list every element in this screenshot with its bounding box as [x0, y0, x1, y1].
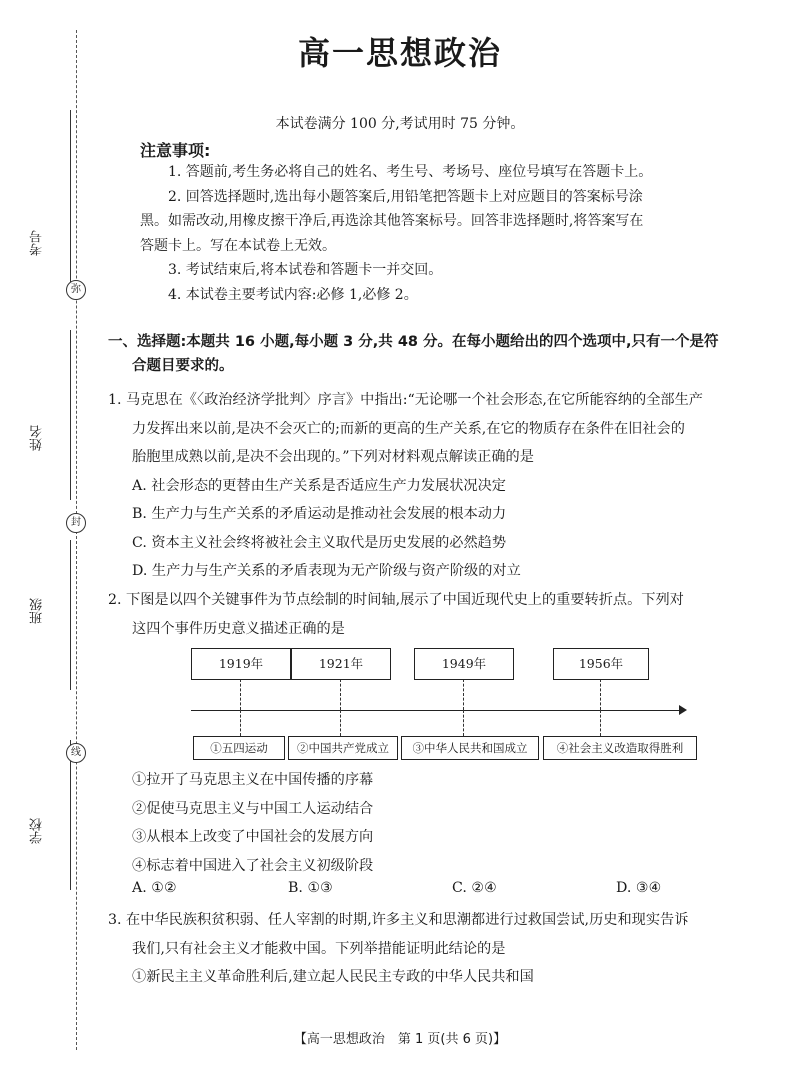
- timeline-diagram: [185, 648, 695, 766]
- timeline-arrow-icon: [679, 705, 687, 715]
- binding-dashed-line: [76, 30, 77, 1050]
- class-field[interactable]: [28, 540, 44, 690]
- question-2-statement: ①拉开了马克思主义在中国传播的序幕: [132, 772, 374, 788]
- section-heading-line2: 合题目要求的。: [132, 358, 234, 374]
- timeline-year-1949: 1949年: [414, 648, 514, 680]
- notice-item: 2. 回答选择题时,选出每小题答案后,用铅笔把答题卡上对应题目的答案标号涂: [168, 188, 643, 205]
- class-label: 班级: [30, 598, 45, 624]
- timeline-year-1921: 1921年: [291, 648, 391, 680]
- question-2-choice-a[interactable]: A. ①②: [132, 880, 177, 896]
- timeline-event-4: ④社会主义改造取得胜利: [543, 736, 697, 760]
- question-1-option-a[interactable]: A. 社会形态的更替由生产关系是否适应生产力发展状况决定: [132, 477, 506, 494]
- notice-heading: 注意事项:: [140, 141, 211, 160]
- timeline-axis: [191, 710, 683, 711]
- question-3-statement: ①新民主主义革命胜利后,建立起人民民主专政的中华人民共和国: [132, 969, 534, 985]
- timeline-dash: [463, 710, 464, 736]
- timeline-year-1956: 1956年: [553, 648, 649, 680]
- school-line: [70, 740, 71, 890]
- notice-item: 4. 本试卷主要考试内容:必修 1,必修 2。: [168, 286, 418, 303]
- seal-mi: 弥: [66, 280, 86, 300]
- question-1-stem: 力发挥出来以前,是决不会灭亡的;而新的更高的生产关系,在它的物质存在条件在旧社会的: [132, 420, 685, 437]
- timeline-dash: [340, 710, 341, 736]
- timeline-event-2: ②中国共产党成立: [288, 736, 398, 760]
- exam-meta: 本试卷满分 100 分,考试用时 75 分钟。: [275, 116, 525, 132]
- question-3-stem: 3. 在中华民族积贫积弱、任人宰割的时期,许多主义和思潮都进行过救国尝试,历史和现实告诉: [108, 912, 689, 928]
- exam-number-line: [70, 110, 71, 290]
- question-2-statement: ②促使马克思主义与中国工人运动结合: [132, 800, 374, 817]
- notice-item: 3. 考试结束后,将本试卷和答题卡一并交回。: [168, 262, 443, 278]
- question-2-choice-d[interactable]: D. ③④: [616, 880, 662, 896]
- timeline-dash: [240, 710, 241, 736]
- question-2-choice-b[interactable]: B. ①③: [288, 880, 333, 896]
- timeline-dash: [340, 679, 341, 710]
- seal-feng: 封: [66, 513, 86, 533]
- class-line: [70, 540, 71, 690]
- question-1-stem: 胎胞里成熟以前,是决不会出现的。”下列对材料观点解读正确的是: [132, 449, 534, 465]
- timeline-dash: [463, 679, 464, 710]
- notice-item: 答题卡上。写在本试卷上无效。: [140, 237, 336, 254]
- notice-item: 黑。如需改动,用橡皮擦干净后,再选涂其他答案标号。回答非选择题时,将答案写在: [140, 213, 644, 229]
- question-2: [108, 586, 780, 643]
- question-2-statements: [108, 766, 780, 880]
- exam-number-field[interactable]: [28, 110, 44, 290]
- timeline-dash: [600, 710, 601, 736]
- question-3: [108, 906, 780, 992]
- section-heading: [108, 330, 778, 378]
- notice-item: 1. 答题前,考生务必将自己的姓名、考生号、考场号、座位号填写在答题卡上。: [168, 164, 653, 180]
- timeline-event-1: ①五四运动: [193, 736, 285, 760]
- question-2-choice-c[interactable]: C. ②④: [452, 880, 497, 896]
- timeline-dash: [600, 679, 601, 710]
- question-2-statement: ④标志着中国进入了社会主义初级阶段: [132, 857, 374, 874]
- name-label: 姓名: [30, 425, 45, 451]
- timeline-dash: [240, 679, 241, 710]
- name-line: [70, 330, 71, 500]
- binding-margin: [0, 0, 90, 1066]
- question-3-stem: 我们,只有社会主义才能救中国。下列举措能证明此结论的是: [132, 940, 506, 957]
- timeline-year-1919: 1919年: [191, 648, 291, 680]
- question-1-option-c[interactable]: C. 资本主义社会终将被社会主义取代是历史发展的必然趋势: [132, 534, 507, 551]
- school-label: 学校: [30, 818, 45, 844]
- question-1-option-b[interactable]: B. 生产力与生产关系的矛盾运动是推动社会发展的根本动力: [132, 506, 507, 522]
- exam-number-label: 考号: [30, 230, 45, 256]
- question-2-choices: [132, 880, 772, 904]
- question-2-statement: ③从根本上改变了中国社会的发展方向: [132, 829, 374, 845]
- school-field[interactable]: [28, 740, 44, 890]
- name-field[interactable]: [28, 330, 44, 500]
- question-1-stem: 1. 马克思在《〈政治经济学批判〉序言》中指出:“无论哪一个社会形态,在它所能容纳的全部生产: [108, 392, 703, 408]
- question-1-option-d[interactable]: D. 生产力与生产关系的矛盾表现为无产阶级与资产阶级的对立: [132, 563, 521, 579]
- section-heading-line1: 一、选择题:本题共 16 小题,每小题 3 分,共 48 分。在每小题给出的四个选项中,只有一个是符: [108, 334, 719, 350]
- question-2-stem: 2. 下图是以四个关键事件为节点绘制的时间轴,展示了中国近现代史上的重要转折点。下列对: [108, 592, 684, 608]
- notice-block: [140, 160, 740, 307]
- question-2-stem: 这四个事件历史意义描述正确的是: [132, 620, 345, 637]
- seal-xian: 线: [66, 743, 86, 763]
- question-1: [108, 386, 780, 586]
- paper-title: 高一思想政治: [297, 34, 502, 72]
- page-footer: 【高一思想政治 第 1 页(共 6 页)】: [293, 1032, 507, 1047]
- timeline-event-3: ③中华人民共和国成立: [401, 736, 539, 760]
